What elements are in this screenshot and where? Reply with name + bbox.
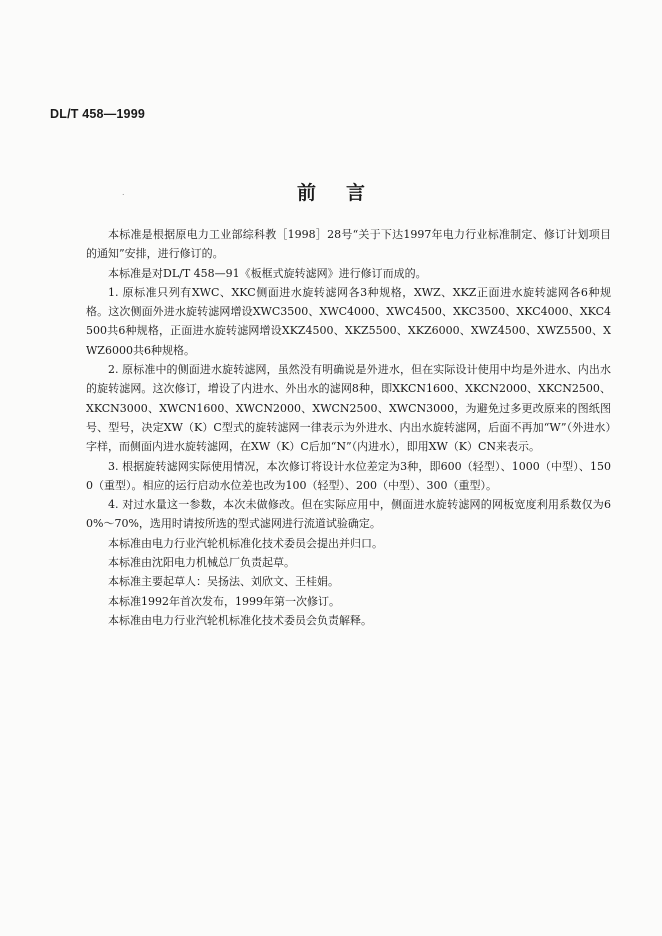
paragraph-drafter: 本标准由沈阳电力机械总厂负责起草。 xyxy=(108,556,295,570)
page-title: 前言 xyxy=(296,182,395,204)
paragraph-proposer: 本标准由电力行业汽轮机标准化技术委员会提出并归口。 xyxy=(108,536,383,550)
paragraph-interpretation: 本标准由电力行业汽轮机标准化技术委员会负责解释。 xyxy=(108,613,372,627)
paragraph-item-1: 1. 原标准只列有XWC、XKC侧面进水旋转滤网各3种规格，XWZ、XKZ正面进水旋转滤网各6种规格。这次侧面外进水旋转滤网增设XWC3500、XWC4000、XWC4500、XKC3500、XKC4000、XKC4500共6种规格，正面进水旋转滤网增设XKZ4500、XKZ5500、XKZ6000、XWZ4500、XWZ5500、XWZ6000共6种规格。 xyxy=(86,285,611,357)
paragraph-item-2: 2. 原标准中的侧面进水旋转滤网，虽然没有明确说是外进水，但在实际设计使用中均是外进水、内出水的旋转滤网。这次修订，增设了内进水、外出水的滤网8种，即XKCN1600、XKCN2000、XKCN2500、XKCN3000、XWCN1600、XWCN2000、XWCN2500、XWCN3000，为避免过多更改原来的图纸图号、型号，决定XW（K）C型式的旋转滤网一律表示为外进水、内出水旋转滤网，后面不再加“W”（外进水）字样，而侧面内进水旋转滤网，在XW（K）C后加“N”（内进水），即用XW（K）CN来表示。 xyxy=(86,363,611,454)
document-code: DL/T 458—1999 xyxy=(50,107,146,121)
foreword-body xyxy=(86,225,611,630)
scan-speck: ˙ xyxy=(121,194,126,204)
paragraph-authors: 本标准主要起草人：吴扬法、刘欣文、王桂娟。 xyxy=(108,575,339,589)
paragraph-item-4: 4. 对过水量这一参数，本次未做修改。但在实际应用中，侧面进水旋转滤网的网板宽度利用系数仅为60%～70%，选用时请按所选的型式滤网进行流道试验确定。 xyxy=(86,498,611,531)
paragraph-item-3: 3. 根据旋转滤网实际使用情况，本次修订将设计水位差定为3种，即600（轻型）、1000（中型）、1500（重型）。相应的运行启动水位差也改为100（轻型）、200（中型）、300（重型）。 xyxy=(86,459,611,492)
paragraph-revision-basis: 本标准是对DL/T 458—91《板框式旋转滤网》进行修订而成的。 xyxy=(108,266,427,280)
paragraph-intro: 本标准是根据原电力工业部综科教［1998］28号“关于下达1997年电力行业标准制定、修订计划项目的通知”安排，进行修订的。 xyxy=(86,228,611,261)
paragraph-history: 本标准1992年首次发布，1999年第一次修订。 xyxy=(108,594,340,608)
